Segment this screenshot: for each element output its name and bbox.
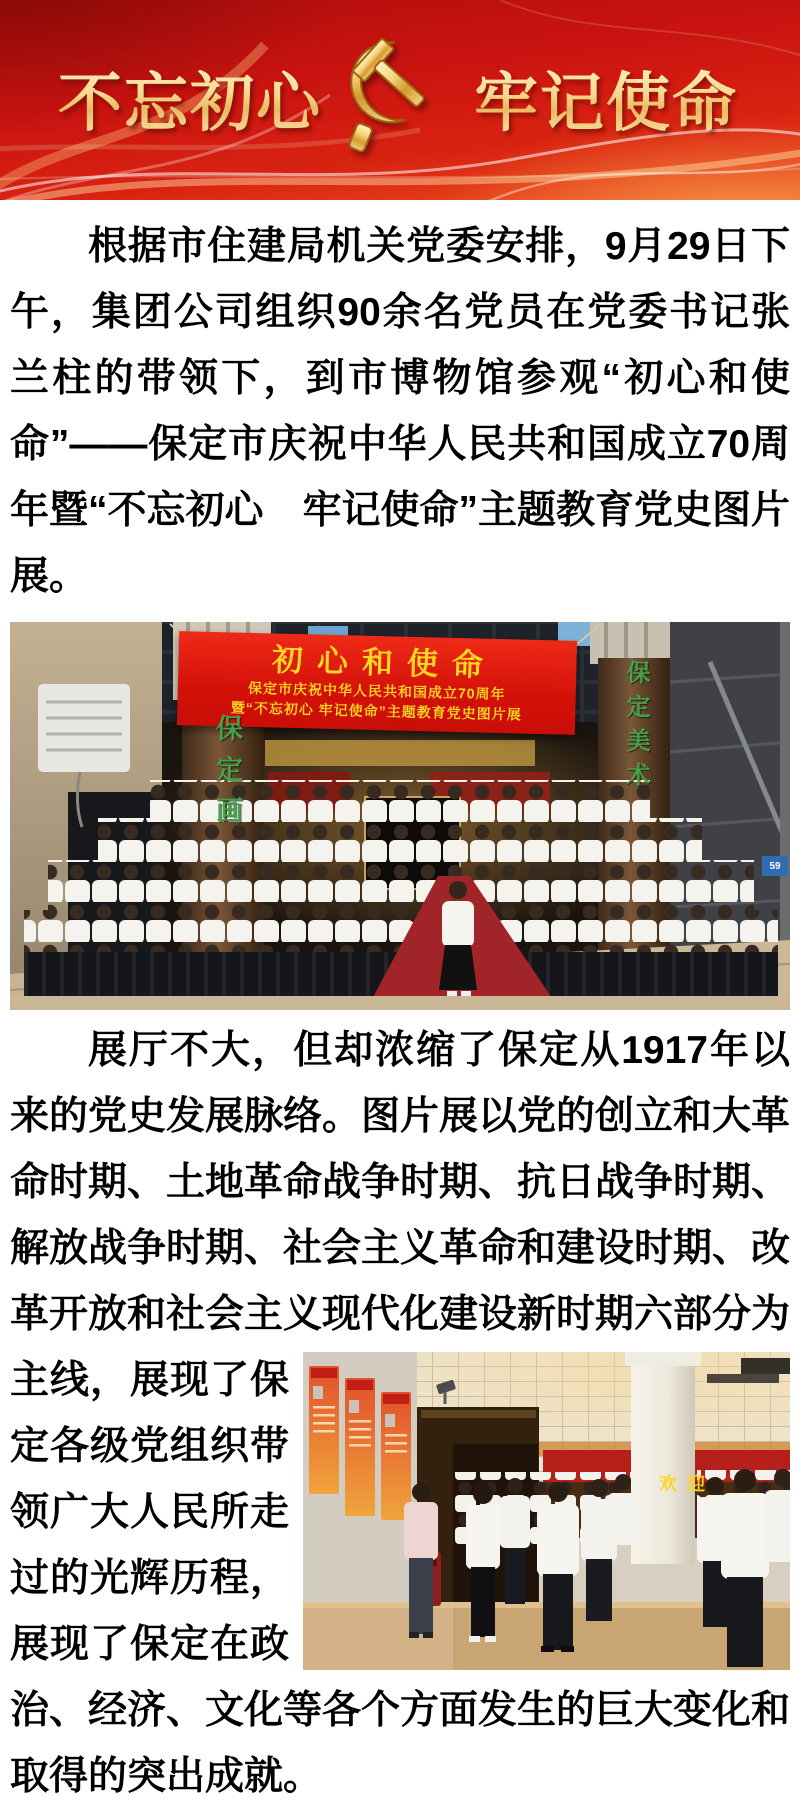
museum-banner-line3: 暨“不忘初心 牢记使命”主题教育党史图片展 (230, 699, 522, 723)
photo-exhibition-visit (303, 1352, 790, 1670)
article-body (0, 214, 800, 1810)
exhibition-photo-illustration (303, 1352, 790, 1670)
slogan-right: 牢记使命 (474, 52, 738, 144)
ceiling-vent (741, 1358, 790, 1374)
welcome-sign: 欢迎 (659, 1474, 715, 1494)
museum-banner-line2: 保定市庆祝中华人民共和国成立70周年 (247, 679, 506, 702)
slogan-left: 不忘初心 (58, 52, 322, 144)
museum-banner-title: 初心和使命 (271, 642, 498, 683)
column-calligraphy-left: 保定画 (212, 714, 242, 837)
paragraph-2-text-after: 线，展现了保定各级党组织带领广大人民所走过的光辉历程，展现了保定在政治、经济、文化等各个方面发生的巨大变化和取得的突出成就。 (10, 1359, 791, 1798)
paragraph-1-text: 根据市住建局机关党委安排，9月29日下午，集团公司组织90余名党员在党委书记张兰柱的带领下，到市博物馆参观“初心和使命”——保定市庆祝中华人民共和国成立70周年暨“不忘初心 牢记使命”主题教育党史图片展。 (10, 225, 791, 598)
paragraph-2 (10, 1018, 790, 1810)
header-banner (0, 0, 800, 200)
pavement (10, 996, 790, 1010)
address-sign: 59 (762, 856, 788, 876)
paragraph-1 (10, 214, 790, 610)
photo-group-museum (10, 622, 790, 1010)
party-emblem-icon (321, 21, 442, 164)
column-calligraphy-right: 保定美术 (622, 660, 649, 796)
paragraph-2-text-before: 展厅不大，但却浓缩了保定从1917年以来的党史发展脉络。图片展以党的创立和大革命时期、土地革命战争时期、抗日战争时期、解放战争时期、社会主义革命和建设时期、改革开放和社会主义现代化建设新时期六部分为主 (10, 1029, 791, 1402)
